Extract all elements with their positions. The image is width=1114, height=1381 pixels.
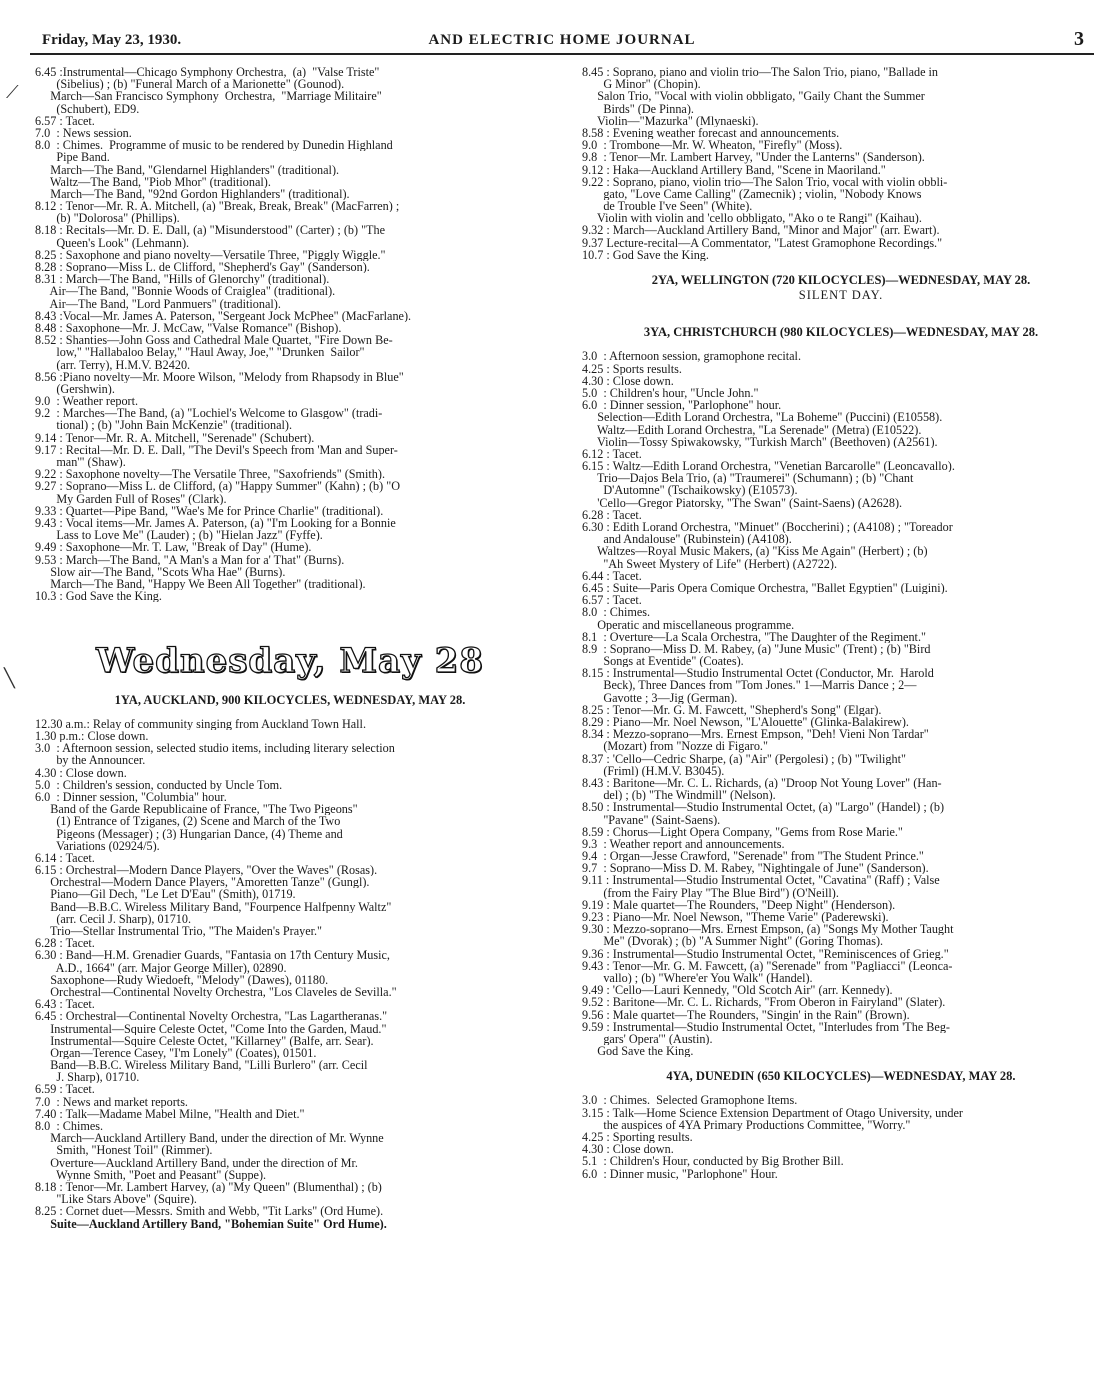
- programme-line: Orchestral—Continental Novelty Orchestra, "Los Claveles de Sevilla.": [35, 985, 397, 999]
- programme-line: gars' Opera'" (Austin).: [582, 1032, 713, 1046]
- programme-line: de Trouble I've Seen" (White).: [582, 200, 753, 213]
- programme-line: 8.58 : Evening weather forecast and announcements.: [582, 126, 840, 140]
- programme-line: 8.18 : Recitals—Mr. D. E. Dall, (a) "Misunderstood" (Carter) ; (b) "The: [35, 224, 386, 237]
- header-title: AND ELECTRIC HOME JOURNAL: [428, 32, 696, 48]
- programme-line: Waltzes—Royal Music Makers, (a) "Kiss Me Again" (Herbert) ; (b): [582, 545, 928, 558]
- programme-line: 9.7 : Soprano—Miss D. M. Rabey, "Nightingale of June" (Sanderson).: [582, 862, 929, 875]
- programme-line: 9.30 : Mezzo-soprano—Mrs. Ernest Empson, (a) "Songs My Mother Taught: [582, 923, 954, 936]
- programme-line: Selection—Edith Lorand Orchestra, "La Boheme" (Puccini) (E10558).: [582, 411, 943, 424]
- day-heading: Wednesday, May 28: [96, 640, 484, 681]
- programme-line: vallo) ; (b) "Where'er You Walk" (Handel).: [582, 971, 813, 985]
- programme-line: Piano—Gil Dech, "Le Let D'Eau" (Smith), 01719.: [35, 888, 296, 901]
- programme-line: 9.8 : Tenor—Mr. Lambert Harvey, "Under the Lanterns" (Sanderson).: [582, 151, 925, 164]
- programme-line: 10.3 : God Save the King.: [35, 590, 162, 603]
- programme-line: 3.15 : Talk—Home Science Extension Department of Otago University, under: [582, 1106, 963, 1119]
- silent-day-note: SILENT DAY.: [798, 288, 884, 303]
- programme-line: March—Auckland Artillery Band, under the direction of Mr. Wynne: [35, 1132, 384, 1145]
- programme-line: 6.0 : Dinner session, "Columbia" hour.: [35, 790, 227, 804]
- programme-line: 6.45 : Suite—Paris Opera Comique Orchestra, "Ballet Egyptien" (Luigini).: [582, 581, 948, 595]
- programme-line: 3.0 : Afternoon session, gramophone recital.: [582, 350, 801, 363]
- programme-line: Overture—Auckland Artillery Band, under the direction of Mr.: [35, 1156, 358, 1169]
- programme-line: 8.56 :Piano novelty—Mr. Moore Wilson, "Melody from Rhapsody in Blue": [35, 370, 404, 383]
- programme-line: 9.17 : Recital—Mr. D. E. Dall, "The Devil's Speech from 'Man and Super-: [35, 443, 398, 456]
- programme-list-4ya-tuesday: [35, 66, 545, 602]
- programme-line: 6.45 : Orchestral—Continental Novelty Orchestra, "Las Lagartheranas.": [35, 1010, 388, 1023]
- programme-line: 8.59 : Chorus—Light Opera Company, "Gems from Rose Marie.": [582, 825, 903, 838]
- programme-line: 3.0 : Chimes. Selected Gramophone Items.: [582, 1094, 798, 1107]
- programme-line: Band of the Garde Republicaine of France, "The Two Pigeons": [35, 803, 358, 816]
- programme-line: 8.50 : Instrumental—Studio Instrumental Octet, (a) "Largo" (Handel) ; (b): [582, 801, 945, 814]
- programme-line: 9.49 : 'Cello—Lauri Kennedy, "Old Scotch Air" (arr. Kennedy).: [582, 984, 893, 997]
- programme-line: 8.1 : Overture—La Scala Orchestra, "The Daughter of the Regiment.": [582, 630, 926, 643]
- programme-line: Gavotte ; 3—Jig (German).: [582, 691, 738, 704]
- programme-list-1ya-continued: [582, 66, 1100, 261]
- programme-line: 9.27 : Soprano—Miss L. de Clifford, (a) "Happy Summer" (Kahn) ; (b) "O: [35, 480, 401, 493]
- programme-line: Trio—Dajos Bela Trio, (a) "Traumerei" (Schumann) ; (b) "Chant: [582, 472, 914, 485]
- programme-line: 8.25 : Tenor—Mr. G. M. Fawcett, "Shepherd's Song" (Elgar).: [582, 703, 882, 716]
- programme-line: 3.0 : Afternoon session, selected studio items, including literary selection: [35, 742, 395, 755]
- programme-line: 8.34 : Mezzo-soprano—Mrs. Ernest Empson, "Deh! Vieni Non Tardar": [582, 728, 929, 741]
- programme-line: 9.12 : Haka—Auckland Artillery Band, "Scene in Maoriland.": [582, 163, 886, 176]
- programme-line: Smith, "Honest Toil" (Rimmer).: [35, 1144, 213, 1157]
- programme-line: 8.25 : Saxophone and piano novelty—Versatile Three, "Piggly Wiggle.": [35, 248, 386, 261]
- programme-line: 6.15 : Waltz—Edith Lorand Orchestra, "Venetian Barcarolle" (Leoncavallo).: [582, 460, 955, 473]
- programme-line: March—The Band, "92nd Gordon Highlanders" (traditional).: [35, 187, 350, 201]
- programme-line: 6.0 : Dinner session, "Parlophone" hour.: [582, 399, 782, 412]
- programme-line: Violin—Tossy Spiwakowsky, "Turkish March" (Beethoven) (A2561).: [582, 435, 938, 448]
- programme-line: 9.3 : Weather report and announcements.: [582, 837, 785, 851]
- programme-line: (Gershwin).: [35, 382, 115, 396]
- programme-line: "Like Stars Above" (Squire).: [35, 1193, 197, 1206]
- programme-line: Organ—Terence Casey, "I'm Lonely" (Coates), 01501.: [35, 1046, 317, 1060]
- page-number: 3: [1074, 28, 1084, 50]
- programme-line: 6.28 : Tacet.: [35, 937, 95, 950]
- programme-line: Violin with violin and 'cello obbligato, "Ako o te Rangi" (Kaihau).: [582, 212, 922, 225]
- programme-line: tional) ; (b) "John Bain McKenzie" (traditional).: [35, 419, 293, 432]
- programme-line: Birds" (De Pinna).: [582, 102, 694, 115]
- programme-line: J. Sharp), 01710.: [35, 1071, 140, 1084]
- programme-line: 8.52 : Shanties—John Goss and Cathedral Male Quartet, "Fire Down Be-: [35, 334, 393, 347]
- programme-line: 5.0 : Children's session, conducted by Uncle Tom.: [35, 778, 283, 791]
- programme-line: the auspices of 4YA Primary Productions Committee, "Worry.": [582, 1118, 911, 1131]
- programme-line: 1.30 p.m.: Close down.: [35, 730, 149, 743]
- programme-line: 8.18 : Tenor—Mr. Lambert Harvey, (a) "My Queen" (Blumenthal) ; (b): [35, 1180, 382, 1194]
- programme-line: (Friml) (H.M.V. B3045).: [582, 764, 725, 777]
- programme-line: 8.15 : Instrumental—Studio Instrumental Octet (Conductor, Mr. Harold: [582, 667, 934, 680]
- programme-line: Saxophone—Rudy Wiedoeft, "Melody" (Dawes), 01180.: [35, 973, 329, 986]
- programme-line: 8.9 : Soprano—Miss D. M. Rabey, (a) "June Music" (Trent) ; (b) "Bird: [582, 642, 931, 656]
- programme-line: 9.53 : March—The Band, "A Man's a Man for a' That" (Burns).: [35, 553, 345, 566]
- programme-line: 9.0 : Trombone—Mr. W. Wheaton, "Firefly" (Moss).: [582, 139, 843, 152]
- programme-line: 6.44 : Tacet.: [582, 569, 642, 582]
- programme-line: 6.30 : Edith Lorand Orchestra, "Minuet" (Boccherini) ; (A4108) ; "Toreador: [582, 521, 953, 534]
- programme-line: 9.32 : March—Auckland Artillery Band, "Minor and Major" (arr. Ewart).: [582, 224, 940, 237]
- programme-line: (b) "Dolorosa" (Phillips).: [35, 212, 180, 225]
- margin-mark-icon: ╲: [4, 668, 15, 688]
- programme-line: del) ; (b) "The Windmill" (Nelson).: [582, 789, 776, 802]
- programme-line: Air—The Band, "Bonnie Woods of Craiglea" (traditional).: [35, 285, 336, 298]
- programme-line: 6.0 : Dinner music, "Parlophone" Hour.: [582, 1167, 778, 1180]
- programme-line: Lass to Love Me" (Lauder) ; (b) "Hielan Jazz" (Fyffe).: [35, 529, 323, 542]
- programme-line: 9.56 : Male quartet—The Rounders, "Singin' in the Rain" (Brown).: [582, 1008, 910, 1021]
- programme-line: and Andalouse" (Rubinstein) (A4108).: [582, 533, 792, 546]
- programme-line: 6.59 : Tacet.: [35, 1083, 95, 1096]
- programme-line: 8.43 :Vocal—Mr. James A. Paterson, "Sergeant Jock McPhee" (MacFarlane).: [35, 309, 412, 322]
- programme-line: 7.40 : Talk—Madame Mabel Milne, "Health and Diet.": [35, 1107, 305, 1120]
- programme-line: "Pavane" (Saint-Saens).: [582, 813, 721, 826]
- programme-line: "Ah Sweet Mystery of Life" (Herbert) (A2722).: [582, 557, 837, 570]
- programme-line: Waltz—The Band, "Piob Mhor" (traditional).: [35, 175, 271, 188]
- programme-line: 6.15 : Orchestral—Modern Dance Players, "Over the Waves" (Rosas).: [35, 864, 378, 877]
- programme-line: D'Automne" (Tschaikowsky) (E10573).: [582, 484, 798, 497]
- programme-line: 4.30 : Close down.: [35, 766, 127, 779]
- programme-line: Operatic and miscellaneous programme.: [582, 618, 795, 631]
- programme-line: (Schubert), ED9.: [35, 102, 140, 115]
- programme-line: Trio—Stellar Instrumental Trio, "The Maiden's Prayer.": [35, 925, 323, 938]
- section-heading-2ya: 2YA, WELLINGTON (720 KILOCYCLES)—WEDNESDAY, MAY 28.: [651, 273, 1031, 288]
- right-column: [582, 66, 1100, 1180]
- programme-line: 9.33 : Quartet—Pipe Band, "Wae's Me for Prince Charlie" (traditional).: [35, 504, 384, 517]
- section-heading-1ya: 1YA, AUCKLAND, 900 KILOCYCLES, WEDNESDAY, MAY 28.: [114, 692, 466, 707]
- programme-line: 8.0 : Chimes.: [35, 1120, 104, 1133]
- programme-line: Variations (02924/5).: [35, 839, 160, 852]
- programme-line: 9.36 : Instrumental—Studio Instrumental Octet, "Reminiscences of Grieg.": [582, 947, 949, 960]
- programme-line: 9.2 : Marches—The Band, (a) "Lochiel's Welcome to Glasgow" (tradi-: [35, 407, 383, 420]
- section-heading-4ya: 4YA, DUNEDIN (650 KILOCYCLES)—WEDNESDAY, MAY 28.: [666, 1069, 1016, 1084]
- programme-line: Salon Trio, "Vocal with violin obbligato, "Gaily Chant the Summer: [582, 90, 925, 103]
- programme-line: 9.49 : Saxophone—Mr. T. Law, "Break of Day" (Hume).: [35, 541, 312, 554]
- programme-line: Queen's Look" (Lehmann).: [35, 236, 190, 249]
- programme-list-3ya: [582, 350, 1100, 1057]
- programme-line: 9.23 : Piano—Mr. Noel Newson, "Theme Varie" (Paderewski).: [582, 911, 889, 924]
- programme-list-4ya: [582, 1094, 1100, 1179]
- programme-line: 8.43 : Baritone—Mr. C. L. Richards, (a) "Droop Not Young Lover" (Han-: [582, 776, 942, 790]
- programme-line: My Garden Full of Roses" (Clark).: [35, 492, 227, 505]
- programme-line: (1) Entrance of Tziganes, (2) Scene and March of the Two: [35, 815, 341, 828]
- programme-line: Beck), Three Dances from "Tom Jones." 1—Marris Dance ; 2—: [582, 679, 917, 692]
- programme-line: 4.30 : Close down.: [582, 1143, 674, 1156]
- programme-line: Waltz—Edith Lorand Orchestra, "La Serenade" (Metra) (E10522).: [582, 423, 922, 436]
- page-header: [30, 28, 1094, 54]
- programme-line: 12.30 a.m.: Relay of community singing from Auckland Town Hall.: [35, 717, 366, 730]
- programme-line: (from the Fairy Play "The Blue Bird") (O'Neill).: [582, 886, 839, 899]
- programme-line: 'Cello—Gregor Piatorsky, "The Swan" (Saint-Saens) (A2628).: [582, 496, 903, 509]
- programme-line: by the Announcer.: [35, 754, 146, 767]
- programme-line: Slow air—The Band, "Scots Wha Hae" (Burns).: [35, 565, 286, 578]
- programme-line: 7.0 : News and market reports.: [35, 1095, 188, 1108]
- programme-line: March—San Francisco Symphony Orchestra, "Marriage Militaire": [35, 90, 382, 103]
- programme-line: Wynne Smith, "Poet and Peasant" (Suppe).: [35, 1168, 267, 1181]
- programme-line: G Minor" (Chopin).: [582, 78, 701, 91]
- header-date: Friday, May 23, 1930.: [42, 32, 182, 48]
- left-column: [35, 66, 545, 1230]
- programme-line: Suite—Auckland Artillery Band, "Bohemian Suite" Ord Hume).: [35, 1217, 387, 1230]
- programme-line: 6.14 : Tacet.: [35, 851, 95, 865]
- programme-line: low," "Hallabaloo Belay," "Haul Away, Joe," "Drunken Sailor": [35, 346, 365, 359]
- programme-line: 6.45 :Instrumental—Chicago Symphony Orchestra, (a) "Valse Triste": [35, 66, 380, 79]
- programme-line: 9.43 : Tenor—Mr. G. M. Fawcett, (a) "Serenade" from "Pagliacci" (Leonca-: [582, 959, 953, 972]
- programme-line: 10.7 : God Save the King.: [582, 248, 709, 261]
- programme-line: 9.19 : Male quartet—The Rounders, "Deep Night" (Henderson).: [582, 898, 896, 911]
- programme-line: 8.0 : Chimes.: [582, 606, 651, 619]
- programme-line: 6.57 : Tacet.: [35, 114, 95, 127]
- programme-line: Pigeons (Messager) ; (3) Hungarian Dance, (4) Theme and: [35, 827, 343, 840]
- programme-line: Violin—"Mazurka" (Mlynaeski).: [582, 114, 759, 127]
- programme-line: 5.0 : Children's hour, "Uncle John.": [582, 386, 759, 400]
- programme-line: Me" (Dvorak) ; (b) "A Summer Night" (Goring Thomas).: [582, 935, 884, 948]
- programme-line: 9.4 : Organ—Jesse Crawford, "Serenade" from "The Student Prince.": [582, 850, 924, 863]
- programme-line: 8.45 : Soprano, piano and violin trio—The Salon Trio, piano, "Ballade in: [582, 66, 939, 79]
- programme-line: March—The Band, "Glendarnel Highlanders" (traditional).: [35, 163, 340, 176]
- programme-line: Band—B.B.C. Wireless Military Band, "Lilli Burlero" (arr. Cecil: [35, 1059, 368, 1072]
- programme-line: 8.48 : Saxophone—Mr. J. McCaw, "Valse Romance" (Bishop).: [35, 321, 342, 335]
- programme-line: 9.14 : Tenor—Mr. R. A. Mitchell, "Serenade" (Schubert).: [35, 431, 315, 444]
- programme-line: 9.11 : Instrumental—Studio Instrumental Octet, "Cavatina" (Raff) ; Valse: [582, 874, 940, 887]
- programme-line: God Save the King.: [582, 1045, 694, 1058]
- programme-line: 9.52 : Baritone—Mr. C. L. Richards, "From Oberon in Fairyland" (Slater).: [582, 996, 946, 1009]
- programme-line: 8.28 : Soprano—Miss L. de Clifford, "Shepherd's Gay" (Sanderson).: [35, 261, 370, 274]
- programme-line: 6.12 : Tacet.: [582, 447, 642, 461]
- programme-line: 9.22 : Saxophone novelty—The Versatile Three, "Saxofriends" (Smith).: [35, 468, 386, 481]
- programme-line: gato, "Love Came Calling" (Zamecnik) ; violin, "Nobody Knows: [582, 187, 922, 201]
- programme-line: 8.25 : Cornet duet—Messrs. Smith and Webb, "Tit Larks" (Ord Hume).: [35, 1205, 384, 1218]
- programme-line: Songs at Eventide" (Coates).: [582, 655, 744, 668]
- margin-mark-icon: ⟋: [6, 82, 19, 102]
- programme-line: (Sibelius) ; (b) "Funeral March of a Marionette" (Gounod).: [35, 78, 345, 91]
- programme-line: 9.43 : Vocal items—Mr. James A. Paterson, (a) "I'm Looking for a Bonnie: [35, 516, 396, 530]
- programme-line: (arr. Cecil J. Sharp), 01710.: [35, 912, 192, 925]
- programme-line: 9.59 : Instrumental—Studio Instrumental Octet, "Interludes from 'The Beg-: [582, 1020, 950, 1033]
- programme-line: (Mozart) from "Nozze di Figaro.": [582, 740, 768, 753]
- programme-line: 8.29 : Piano—Mr. Noel Newson, "L'Alouette" (Glinka-Balakirew).: [582, 716, 909, 729]
- programme-line: 6.30 : Band—H.M. Grenadier Guards, "Fantasia on 17th Century Music,: [35, 949, 390, 962]
- programme-line: 8.37 : 'Cello—Cedric Sharpe, (a) "Air" (Pergolesi) ; (b) "Twilight": [582, 752, 906, 765]
- programme-line: 6.28 : Tacet.: [582, 508, 642, 521]
- programme-list-1ya: [35, 718, 545, 1230]
- programme-line: March—The Band, "Happy We Been All Together" (traditional).: [35, 577, 366, 591]
- programme-line: Orchestral—Modern Dance Players, "Amoretten Tanze" (Gungl).: [35, 876, 370, 889]
- programme-line: 4.25 : Sports results.: [582, 362, 682, 375]
- programme-line: Pipe Band.: [35, 151, 110, 164]
- programme-line: 9.0 : Weather report.: [35, 395, 139, 408]
- section-heading-3ya: 3YA, CHRISTCHURCH (980 KILOCYCLES)—WEDNESDAY, MAY 28.: [643, 325, 1039, 340]
- programme-line: 8.31 : March—The Band, "Hills of Glenorchy" (traditional).: [35, 273, 330, 286]
- programme-line: 9.37 Lecture-recital—A Commentator, "Latest Gramophone Recordings.": [582, 236, 943, 249]
- programme-line: Instrumental—Squire Celeste Octet, "Come Into the Garden, Maud.": [35, 1022, 387, 1035]
- programme-line: 8.12 : Tenor—Mr. R. A. Mitchell, (a) "Break, Break, Break" (MacFarren) ;: [35, 200, 400, 213]
- programme-line: 6.57 : Tacet.: [582, 594, 642, 607]
- programme-line: Air—The Band, "Lord Panmuers" (traditional).: [35, 297, 281, 310]
- programme-line: 9.22 : Soprano, piano, violin trio—The Salon Trio, vocal with violin obbli-: [582, 175, 948, 188]
- header-rule: [30, 53, 1094, 55]
- programme-line: Band—B.B.C. Wireless Military Band, "Fourpence Halfpenny Waltz": [35, 900, 392, 913]
- programme-line: 5.1 : Children's Hour, conducted by Big Brother Bill.: [582, 1155, 844, 1168]
- programme-line: (arr. Terry), H.M.V. B2420.: [35, 358, 191, 371]
- programme-line: Instrumental—Squire Celeste Octet, "Killarney" (Balfe, arr. Sear).: [35, 1034, 374, 1047]
- programme-line: 6.43 : Tacet.: [35, 998, 95, 1011]
- programme-line: A.D., 1664" (arr. Major George Miller), 02890.: [35, 961, 287, 974]
- programme-line: 4.30 : Close down.: [582, 374, 674, 387]
- programme-line: man'" (Shaw).: [35, 456, 126, 469]
- programme-line: 7.0 : News session.: [35, 126, 132, 140]
- programme-line: 4.25 : Sporting results.: [582, 1131, 693, 1144]
- programme-line: 8.0 : Chimes. Programme of music to be rendered by Dunedin Highland: [35, 139, 393, 152]
